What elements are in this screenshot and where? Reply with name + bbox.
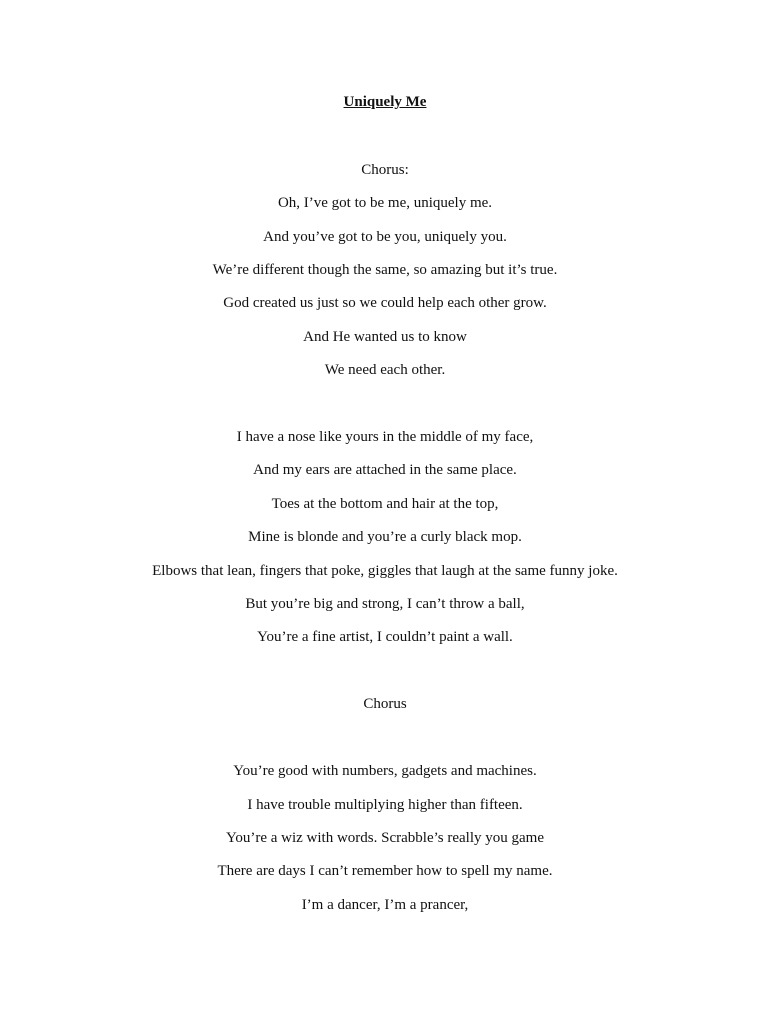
verse-line: I’m a dancer, I’m a prancer, (301, 897, 469, 913)
chorus-line: And you’ve got to be you, uniquely you. (263, 229, 507, 245)
verse-line: Toes at the bottom and hair at the top, (271, 496, 499, 512)
chorus-label: Chorus: (361, 162, 409, 178)
chorus-line: And He wanted us to know (303, 329, 467, 345)
verse-line: Mine is blonde and you’re a curly black mop. (248, 529, 522, 545)
verse-line: But you’re big and strong, I can’t throw a ball, (245, 596, 525, 612)
chorus-repeat-label: Chorus (363, 696, 407, 712)
song-title: Uniquely Me (343, 94, 427, 110)
verse-line: You’re a wiz with words. Scrabble’s really you game (226, 830, 544, 846)
chorus-line: Oh, I’ve got to be me, uniquely me. (277, 195, 493, 211)
chorus-line: We need each other. (324, 362, 446, 378)
verse-line: There are days I can’t remember how to spell my name. (217, 863, 553, 879)
chorus-line: We’re different though the same, so amazing but it’s true. (212, 262, 558, 278)
verse-line: Elbows that lean, fingers that poke, giggles that laugh at the same funny joke. (152, 563, 618, 579)
chorus-line: God created us just so we could help each other grow. (223, 295, 547, 311)
verse-line: You’re a fine artist, I couldn’t paint a wall. (257, 629, 513, 645)
verse-line: I have a nose like yours in the middle of my face, (236, 429, 534, 445)
verse-line: And my ears are attached in the same place. (253, 462, 517, 478)
verse-line: You’re good with numbers, gadgets and machines. (233, 763, 537, 779)
verse-line: I have trouble multiplying higher than fifteen. (247, 797, 523, 813)
